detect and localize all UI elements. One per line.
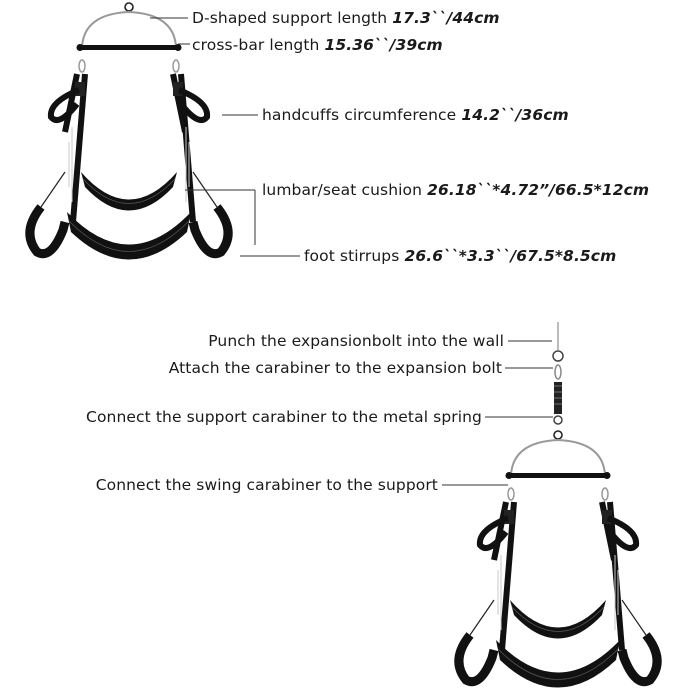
spec-foot-stirrups: foot stirrups 26.6``*3.3``/67.5*8.5cm	[304, 247, 617, 265]
step-3: Connect the support carabiner to the metal spring	[86, 408, 482, 426]
mounting-hardware	[553, 322, 563, 424]
step-2: Attach the carabiner to the expansion bolt	[168, 359, 502, 377]
step-1: Punch the expansionbolt into the wall	[208, 332, 504, 350]
spec-d-support: D-shaped support length 17.3``/44cm	[192, 9, 500, 27]
spec-seat-cushion: lumbar/seat cushion 26.18``*4.72”/66.5*12cm	[262, 181, 650, 199]
spec-handcuffs: handcuffs circumference 14.2``/36cm	[262, 106, 569, 124]
step-4: Connect the swing carabiner to the support	[95, 476, 438, 494]
swing-bottom	[459, 431, 657, 688]
spec-cross-bar: cross-bar length 15.36``/39cm	[192, 36, 443, 54]
